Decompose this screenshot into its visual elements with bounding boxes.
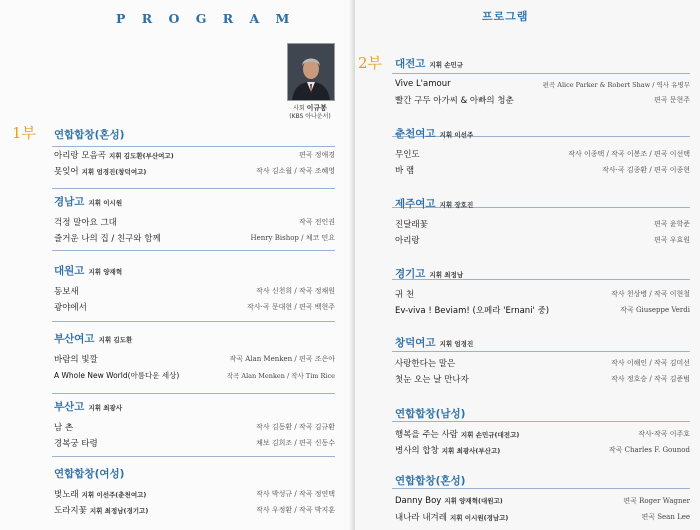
section-conductor: 지휘 장호진: [439, 201, 474, 209]
song-credit: 작곡 Charles F. Gounod: [608, 446, 690, 454]
program-item: [395, 76, 690, 92]
song-credit: 편곡 Roger Wagner: [623, 497, 690, 505]
emcee-role: 사회: [293, 105, 305, 112]
song-credit: 작사 천상병 / 작곡 이현철: [611, 290, 690, 298]
song-credit: 작곡 Alan Menken / 작사 Tim Rice: [226, 371, 335, 380]
song-title: 경복궁 타령: [54, 439, 98, 449]
song-title: 즐거운 나의 집 / 친구와 함께: [54, 234, 161, 244]
song-credit: Henry Bishop / 체코 민요: [250, 234, 335, 242]
song-title: 아리랑: [395, 236, 420, 246]
section-busan: [54, 399, 335, 451]
song-credit: 작사·곡 김종환 / 편곡 이종현: [602, 166, 690, 174]
program-item: [54, 435, 335, 451]
song-title: 첫눈 오는 날 만나자: [395, 375, 469, 385]
song-title: 동보새: [54, 287, 79, 297]
section-busan-girls: [54, 331, 335, 383]
song-title: 남 촌: [54, 423, 74, 433]
section-changdeok-girls: [395, 335, 690, 387]
section-daewon: [54, 263, 335, 315]
song-credit: 편곡 문현주: [653, 96, 690, 104]
section-title: 제주여고: [395, 198, 436, 210]
section-joint-mixed-2: [395, 473, 690, 525]
song-title: A Whole New World(아름다운 세상): [54, 370, 180, 380]
song-conductor: 지휘 손민규(대전고): [460, 431, 520, 439]
program-item: [54, 230, 335, 246]
section-title: 연합합창(혼성): [54, 129, 125, 141]
section-conductor: 지휘 김도환: [98, 336, 133, 344]
song-title: 바 램: [395, 166, 415, 176]
program-item: [395, 355, 690, 371]
section-conductor: 지휘 엄경진: [439, 340, 474, 348]
section-joint-female: [54, 466, 335, 518]
song-title: 아리랑 모음곡: [54, 151, 106, 161]
program-item: [54, 419, 335, 435]
divider: [52, 188, 335, 189]
part-1-label: 1부: [12, 124, 37, 142]
song-title: Ev-viva ! Beviam! (오페라 'Ernani' 중): [395, 306, 550, 316]
song-title: 벚노래: [54, 490, 79, 500]
song-credit: 작곡 Giuseppe Verdi: [620, 306, 690, 314]
song-credit: 작사 김소월 / 작곡 조혜영: [256, 167, 335, 175]
song-title: 도라지꽃: [54, 506, 87, 516]
section-chuncheon-girls: [395, 126, 690, 178]
section-title: 경기고: [395, 268, 426, 280]
section-conductor: 지휘 이시원: [88, 199, 123, 207]
section-jeju-girls: [395, 196, 690, 248]
song-title: 무인도: [395, 150, 420, 160]
song-credit: 편곡 Sean Lee: [641, 513, 690, 521]
divider: [52, 456, 335, 457]
song-title: Vive L'amour: [395, 79, 451, 89]
program-title-en: P R O G R A M: [116, 11, 296, 26]
program-item: [395, 426, 690, 442]
song-conductor: 지휘 최정남(경기고): [89, 507, 149, 515]
program-item: [54, 283, 335, 299]
program-item: [395, 442, 690, 458]
part-2-label: 2부: [358, 54, 383, 72]
song-credit: 작사 이해인 / 작곡 김미선: [611, 359, 690, 367]
song-title: 진달래꽃: [395, 220, 428, 230]
song-title: 광야에서: [54, 303, 87, 313]
song-title: 행복을 주는 사람: [395, 430, 458, 440]
song-credit: 편곡 Alice Parker & Robert Shaw / 역사 유병무: [542, 80, 690, 89]
section-conductor: 지휘 양재혁: [88, 268, 123, 276]
emcee-affiliation: (KBS 아나운서): [289, 113, 331, 120]
song-credit: 작사·곡 문대현 / 편곡 백현주: [247, 303, 335, 311]
program-item: [54, 147, 335, 163]
song-title: 바람의 빛깔: [54, 355, 98, 365]
program-title-ko: 프로그램: [482, 10, 529, 23]
section-kyungnam: [54, 194, 335, 246]
song-credit: 작사·작곡 이주호: [638, 430, 690, 438]
section-title: 부산고: [54, 401, 85, 413]
section-conductor: 지휘 최정남: [429, 271, 464, 279]
program-item: [395, 232, 690, 248]
program-item: [395, 286, 690, 302]
song-credit: 작사 신천희 / 작곡 정채원: [256, 287, 335, 295]
song-credit: 작사 박성규 / 작곡 정연택: [256, 490, 335, 498]
program-item: [54, 351, 335, 367]
section-title: 경남고: [54, 196, 85, 208]
section-conductor: 지휘 손민규: [429, 61, 464, 69]
section-conductor: 지휘 이선주: [439, 131, 474, 139]
song-credit: 작사 정호승 / 작곡 김준범: [611, 375, 690, 383]
song-title: 걱정 말아요 그대: [54, 218, 117, 228]
song-conductor: 지휘 이선주(춘천여고): [81, 491, 147, 499]
song-conductor: 지휘 이시원(경남고): [449, 514, 509, 522]
divider: [52, 393, 335, 394]
section-title: 연합합창(남성): [395, 408, 466, 420]
song-title: 내나라 내겨레: [395, 513, 447, 523]
section-title: 대원고: [54, 265, 85, 277]
section-joint-mixed: [54, 127, 335, 179]
song-title: 병사의 합창: [395, 446, 439, 456]
program-item: [395, 146, 690, 162]
song-credit: 작곡 Alan Menken / 편곡 조은아: [229, 355, 335, 363]
section-title: 창덕여고: [395, 337, 436, 349]
program-item: [54, 486, 335, 502]
song-title: 사랑한다는 말은: [395, 359, 456, 369]
song-title: Danny Boy: [395, 496, 442, 506]
program-item: [54, 367, 335, 383]
song-credit: 작곡 전인권: [298, 218, 335, 226]
section-conductor: 지휘 최광사: [88, 404, 123, 412]
divider: [52, 250, 335, 251]
song-conductor: 지휘 최광사(부산고): [441, 447, 501, 455]
section-title: 대전고: [395, 58, 426, 70]
song-credit: 작사 우정환 / 작곡 박지훈: [256, 506, 335, 514]
song-title: 빨간 구두 아가씨 & 아빠의 청춘: [395, 96, 514, 106]
section-title: 부산여고: [54, 333, 95, 345]
song-credit: 편곡 윤학준: [653, 220, 690, 228]
program-item: [54, 502, 335, 518]
program-item: [54, 299, 335, 315]
program-item: [395, 371, 690, 387]
song-title: 못잊어: [54, 167, 79, 177]
section-title: 춘천여고: [395, 128, 436, 140]
right-page: [355, 0, 700, 530]
song-conductor: 지휘 김도환(부산여고): [108, 152, 174, 160]
section-title: 연합합창(혼성): [395, 475, 466, 487]
section-joint-male: [395, 406, 690, 458]
song-credit: 편곡 정애경: [298, 151, 335, 159]
program-item: [395, 162, 690, 178]
program-item: [395, 216, 690, 232]
song-conductor: 지휘 양재혁(대원고): [444, 497, 503, 505]
program-item: [54, 214, 335, 230]
song-title: 귀 천: [395, 290, 415, 300]
emcee-caption: [272, 104, 348, 121]
program-item: [395, 302, 690, 318]
emcee-name: 이규봉: [306, 104, 327, 112]
song-credit: 채보 김희조 / 편곡 신동수: [256, 439, 335, 447]
program-item: [395, 509, 690, 525]
program-item: [395, 92, 690, 108]
section-kyunggi: [395, 266, 690, 318]
program-item: [54, 163, 335, 179]
song-credit: 작사 이종택 / 작곡 이봉조 / 편곡 이선택: [568, 150, 690, 158]
song-credit: 작사 김동환 / 작곡 김규환: [256, 423, 335, 431]
program-item: [395, 493, 690, 509]
section-title: 연합합창(여성): [54, 468, 125, 480]
emcee-photo: [287, 43, 335, 101]
divider: [52, 321, 335, 322]
song-credit: 편곡 우효원: [653, 236, 690, 244]
song-conductor: 지휘 엄경진(창덕여고): [81, 168, 147, 176]
section-daejeon: [395, 56, 690, 108]
